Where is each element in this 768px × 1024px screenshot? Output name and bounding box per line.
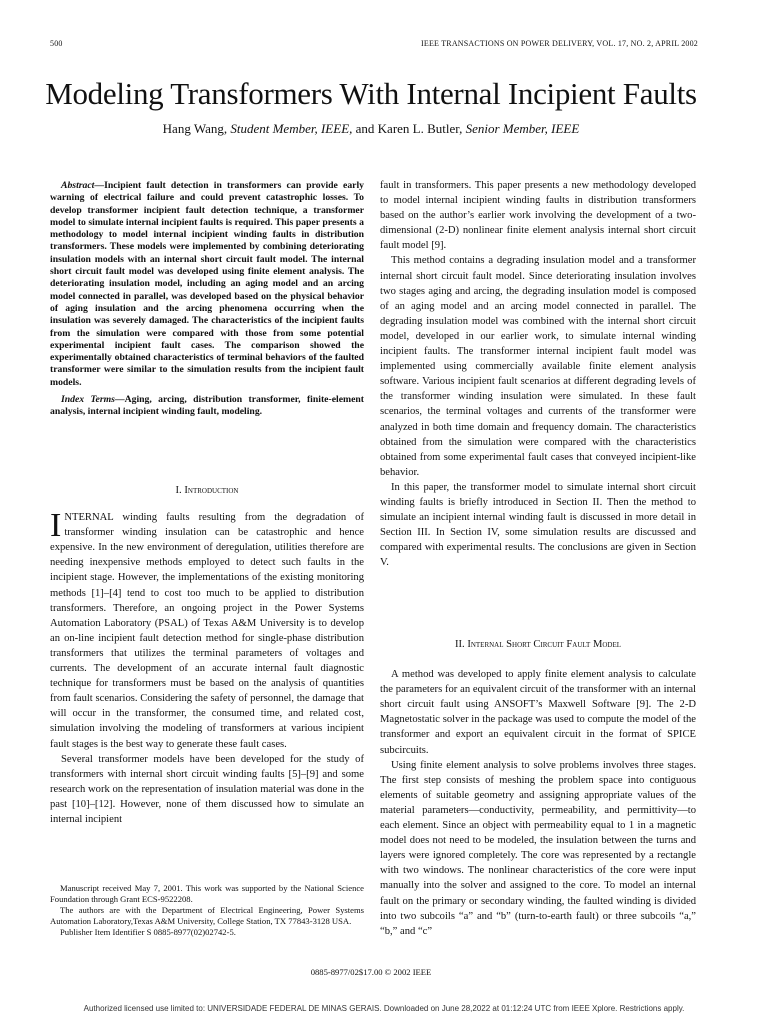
left-column xyxy=(50,180,364,419)
right-paragraph-1: fault in transformers. This paper presents a new methodology developed to model internal incipient winding faults in distribution transformers based on the author’s earlier work involving the development of a two-dimensional (2-D) nonlinear finite element analysis internal short circuit fault model [9]. xyxy=(380,180,696,252)
section-2-heading xyxy=(380,637,696,652)
right-column xyxy=(380,178,696,570)
index-terms-text: —Aging, arcing, distribution transformer, finite-element analysis, internal incipient winding fault, modeling. xyxy=(50,394,364,418)
index-terms-label: Index Terms xyxy=(61,394,115,406)
index-terms xyxy=(50,394,364,419)
intro-paragraph-1 xyxy=(50,507,364,752)
footnote-identifier: Publisher Item Identifier S 0885-8977(02)02742-5. xyxy=(60,927,236,937)
author-line xyxy=(0,121,742,137)
footnote-received: Manuscript received May 7, 2001. This work was supported by the National Science Foundation through Grant ECS-9522208. xyxy=(50,883,364,904)
journal-header: IEEE TRANSACTIONS ON POWER DELIVERY, VOL. 17, NO. 2, APRIL 2002 xyxy=(421,39,698,48)
section-1-title: Introduction xyxy=(184,485,239,496)
section-2-paragraph-1: A method was developed to apply finite element analysis to calculate the parameters for an equivalent circuit of the transformer with an internal short circuit fault using ANSOFT’s Maxwell Software [9]. The 2-D Magnetostatic solver in the package was used to compute the model of the transformer and export an equivalent circuit in the format of SPICE subcircuits. xyxy=(380,669,696,756)
section-2-paragraph-2: Using finite element analysis to solve problems involves three stages. The first step consists of meshing the problem space into contiguous elements of suitable geometry and assigning appropriate values of the material parameters—conductivity, permeability, and permittivity—to each element. Since an object with permeability equal to 1 in a magnetic model does not need to be modeled, the insulation between the turns and layers were ignored completely. The core was represented by a rectangle with two windows. The nonlinear characteristics of the core were input manually into the solver and assigned to the core. To model an internal fault on the primary or secondary winding, the faulted winding is divided into two subcoils “a” and “b” (turn-to-earth fault) or three subcoils “a,” “b,” and “c” xyxy=(380,759,696,937)
section-1 xyxy=(50,483,364,827)
section-2 xyxy=(380,637,696,939)
author-2-role: Senior Member, IEEE xyxy=(465,121,580,136)
copyright-line: 0885-8977/02$17.00 © 2002 IEEE xyxy=(310,967,432,977)
right-paragraph-2: This method contains a degrading insulation model and a transformer internal short circuit fault model. Since deteriorating insulation involves two stages aging and arcing, the degrading insulation model is composed of an aging model and an arcing model connected in parallel. The degrading insulation model was combined with the internal short circuit model, developed in our earlier work, to simulate internal winding incipient faults. The transformer internal incipient fault model was implemented using commercially available finite element analysis software. Various incipient fault scenarios at different degrading levels of the transformer winding insulation were simulated. In these fault scenarios, the terminal voltages and currents of the transformer were analyzed in both time domain and frequency domain. The characteristics obtained from the simulation were compared with the characteristics obtained from some experimental fault cases that conveyed incipient-like behavior. xyxy=(380,255,696,478)
section-1-heading xyxy=(50,483,364,498)
author-1-role: Student Member, IEEE, xyxy=(230,121,353,136)
license-notice: Authorized licensed use limited to: UNIVERSIDADE FEDERAL DE MINAS GERAIS. Downloaded on June 28,2022 at 01:12:24 UTC from IEEE Xplore. Restrictions apply. xyxy=(83,1004,685,1013)
footnote-affiliation: The authors are with the Department of Electrical Engineering, Power Systems Automation Laboratory,Texas A&M University, College Station, TX 77843-3128 USA. xyxy=(50,905,364,926)
section-2-number: II. xyxy=(454,639,465,650)
abstract xyxy=(50,180,364,389)
section-1-number: I. xyxy=(175,485,182,496)
intro-paragraph-1-text: NTERNAL winding faults resulting from the degradation of transformer winding insulation can be catastrophic and hence expensive. In the new environment of deregulation, utilities therefore are needing inexpensive methods employed to detect such faults in the incipient stage. However, the implementations of the existing monitoring methods [1]–[4] tend to cost too much to be applied to distribution transformers. Therefore, an ongoing project in the Power Systems Automation Laboratory (PSAL) of Texas A&M University is to develop an on-line incipient fault detection method for single-phase distribution transformers that utilizes the terminal parameters of voltages and currents. The development of an accurate internal fault diagnostic technique for transformers must be based on the analysis of quantities from fault scenarios. Considering the safety of personnel, the damage that will occur in the transformer, the consumed time, and related cost, simulation involving the modeling of transformers at various incipient fault stages is the best way to generate these fault cases. xyxy=(50,512,364,750)
page-number: 500 xyxy=(50,39,63,48)
abstract-label: Abstract xyxy=(61,180,95,191)
drop-cap: I xyxy=(50,507,62,545)
footnotes xyxy=(50,883,364,938)
paper-title: Modeling Transformers With Internal Incipient Faults xyxy=(45,76,697,111)
author-2-name: and Karen L. Butler, xyxy=(355,121,463,136)
author-1-name: Hang Wang, xyxy=(162,121,228,136)
section-2-title: Internal Short Circuit Fault Model xyxy=(467,639,622,650)
intro-paragraph-2: Several transformer models have been developed for the study of transformers with internal short circuit winding faults [5]–[9] and some research work on the representation of insulation material was done in the past [10]–[12]. However, none of them discussed how to simulate an internal incipient xyxy=(50,753,364,825)
right-paragraph-3: In this paper, the transformer model to simulate internal short circuit winding faults is briefly introduced in Section II. Then the method to simulate an incipient internal winding fault is discussed in more detail in Section III. In Section IV, some simulation results are discussed and compared with experimental results. The conclusions are given in Section V. xyxy=(380,481,696,569)
abstract-text: —Incipient fault detection in transformers can provide early warning of electrical failure and could prevent catastrophic losses. To develop transformer incipient fault detection technique, a transformer model to simulate internal incipient faults is required. This paper presents a methodology to model internal incipient winding faults in distribution transformers. These models were implemented by combining deteriorating insulation models with an internal short circuit fault model. The internal short circuit fault model was developed using finite element analysis. The deteriorating insulation model, including an aging model and an arcing model connected in parallel, was developed based on the physical behavior of aging insulation and the arcing phenomena occurring when the insulation was severely damaged. The characteristics of the incipient faults from the simulation were compared with those from some potential experimental incipient fault cases. The comparison showed the experimentally obtained characteristics of terminal behaviors of the faulted transformer were similar to the simulation results from the incipient fault models. xyxy=(50,180,364,388)
